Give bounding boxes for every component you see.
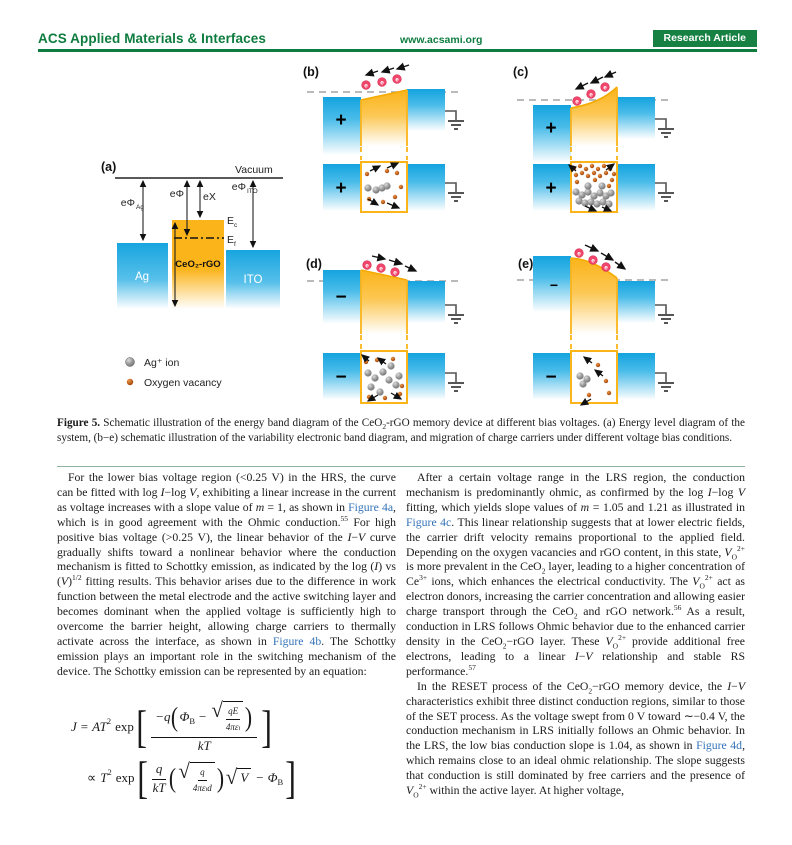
eq1-rad-num: qE [226,704,240,720]
eq2-right-paren: ) [216,763,224,793]
eq1-exponent: 2 [106,715,112,726]
eq2-exponent: 2 [107,767,112,778]
electron-motion-arrows [366,65,409,75]
eq1-denominator: kT [197,737,211,753]
electron-label: e [577,250,581,258]
electrode-block [407,281,445,323]
eq1-radical [211,697,243,735]
ground-symbol [655,305,674,323]
electrode-block [617,164,655,211]
bias-polarity-sign: + [335,178,347,199]
bias-polarity-sign: − [549,277,559,293]
body-column-left [57,471,397,804]
eq1-lhs: J [71,718,77,734]
electron-label: e [380,79,384,87]
schottky-emission-equation [57,697,396,754]
legend-oxygen-vacancy-label: Oxygen vacancy [144,377,222,389]
eq2-prop: ∝ [87,770,97,786]
eq2-phi-sub: B [277,777,284,788]
eq1-minus-q: −q [155,709,171,725]
electrode-block [407,353,445,400]
oxide-band-region [571,258,617,334]
radical-sign: √ [178,758,190,783]
paragraph: After a certain voltage range in the LRS region, the conduction mechanism is predominantly ohmic, as confirmed by the log I−log V fitting, which yields slope values of m = 1.05 and 1.21 as illustrated in Figure 4c. This linear relationship suggests that at lower electric fields, the carrier drift velocity remains proportional to the applied field. Depending on the oxygen vacancies and rGO content, in this state, $V_O^{2+}$ is more prevalent in the CeO$_2$ layer, leading to a higher concentration of $Ce^{3+}$ ions, which enhances the electrical conductivity. The $V_O^{2+}$ act as electron donors, increasing the carrier concentration and allowing easier charge transport through the CeO$_2$ and rGO network.$^{56}$ As a result, conduction in LRS follows Ohmic behavior due to the enhanced carrier density in the CeO$_2$−rGO layer. These $V_O^{2+}$ provide additional free electrons, leading to a linear I−V relationship and stable RS performance.$^{57}$ [406,471,746,678]
figure-legend [126,357,223,389]
electron-label: e [591,257,595,265]
electrode-block [407,164,445,211]
radical-sign: √ [211,697,223,722]
electrode-block [617,353,655,400]
eq2-minus: − [256,770,264,786]
panel-b-positive-bias [303,65,464,212]
electron-label: e [575,98,579,106]
paragraph: In the RESET process of the CeO$_2$−rGO memory device, the I−V characteristics exhibit three distinct conduction regions, similar to those of the SET process. As the voltage swept from 0 V toward ∼−0.4 V, the conduction mechanism in LRS initially follows an Ohmic behavior. In the LRS, the low bias conduction slope is 1.04, as shown in Figure 4d, which remains close to an ideal ohmic relationship. The slope suggests that conduction is still dominated by free carriers and the presence of $V_O^{2+}$ within the active layer. At higher voltage, [406,679,745,800]
eq2-v: V [237,768,251,786]
eq2-radical [178,758,214,796]
page-header [38,30,757,49]
bias-polarity-sign: + [335,110,347,131]
radical-sign: √ [225,765,238,790]
eq2-fraction [152,762,167,796]
e-phi-ag-label: eΦ [120,197,135,209]
electron-label: e [603,84,607,92]
ground-symbol [445,305,464,323]
legend-ag-ion-icon [126,358,135,367]
eq1-phi-sub: B [189,716,196,727]
ec-sub: c [234,222,238,229]
ground-symbol [655,119,674,137]
eq2-phi: Φ [267,770,278,786]
eq1-rel: = [80,718,89,734]
figure-caption: Figure 5. Schematic illustration of the energy band diagram of the CeO$_2$-rGO memory device at different bias voltages. (a) Energy level diagram of the system, (b−e) schematic illustration of the variability electronic band diagram, and migration of charge carriers under different voltage bias conditions. [57,417,745,445]
schottky-emission-equation-continued [57,752,396,804]
article-type-badge: Research Article [653,30,758,47]
caption-divider-rule [57,466,745,467]
eq2-coef: T [100,770,108,786]
figure-5-illustration [57,56,745,414]
eq1-left-bracket: [ [136,700,147,752]
bias-polarity-sign: + [545,118,557,139]
bias-polarity-sign: − [335,367,347,388]
panel-c-set-state [513,65,674,212]
eq2-f-den: kT [152,779,166,795]
eq1-exp: exp [115,718,134,734]
ag-label: Ag [134,271,150,283]
electron-motion-arrows [576,72,616,92]
eq2-sqrt-v [225,765,251,790]
e-phi-label: eΦ [169,188,184,200]
bias-polarity-sign: − [545,367,557,388]
bias-polarity-sign: + [545,178,557,199]
legend-oxygen-vacancy-icon [127,379,133,385]
eq2-left-paren: ( [169,763,177,793]
header-rule [38,49,757,52]
e-x-label: eX [203,191,216,203]
paragraph: For the lower bias voltage region (<0.25 V) in the HRS, the curve can be fitted with log I−log V, exhibiting a linear increase in the current as voltage increases with a slope value of m = 1, as shown in Figure 4a, which is in good agreement with the Ohmic conduction.$^{55}$ For high positive bias voltage (>0.25 V), the linear behavior of the I−V curve gradually shifts toward a nonlinear behavior where the conduction mechanism is fitted to Schottky emission, as indicated by the log (I) vs $(V)^{1/2}$ fitting results. This behavior arises due to the difference in work function between the metal electrode and the active switching layer and becomes dominant when the applied voltage is sufficiently high to overcome the barrier height, allowing charge carriers to thermally activate across the interface, as shown in Figure 4b. The Schottky emission plays an important role in the switching mechanism of the device. The Schottky emission can be represented by an equation: [57,471,397,678]
electrode-block [407,89,445,131]
panel-a-label: (a) [101,160,117,174]
panel-b-label: (b) [303,65,319,79]
ec-label: E [227,215,235,227]
electrode-block [617,97,655,139]
eq1-fraction [151,697,257,754]
eq2-f-num: q [152,762,167,780]
eq1-left-paren: ( [171,701,179,732]
eq1-phi: Φ [179,709,190,725]
ito-label: ITO [243,274,263,286]
ground-symbol [655,183,674,201]
eq2-rad-num: q [198,765,207,781]
eq2-rad-den: 4πε [192,782,206,793]
ground-symbol [655,373,674,391]
e-phi-ito-label: eΦ [231,181,246,193]
electrode-block [617,281,655,323]
electron-label: e [379,265,383,273]
journal-website-link[interactable]: www.acsami.org [400,34,483,46]
vacuum-label: Vacuum [235,164,273,176]
electron-label: e [364,82,368,90]
ground-symbol [445,373,464,391]
ef-sub: f [234,241,236,248]
electron-label: e [365,262,369,270]
eq2-rad-den-sub: i [205,785,208,793]
eq1-right-paren: ) [245,701,253,732]
eq2-exp: exp [115,770,135,786]
panel-e-reset-state [517,245,674,405]
electron-label: e [589,91,593,99]
ground-symbol [445,183,464,201]
electron-label: e [395,76,399,84]
body-column-right [406,471,745,799]
legend-ag-ion-label: Ag⁺ ion [144,357,180,369]
electron-label: e [604,264,608,272]
ef-label: E [227,234,235,246]
eq1-coef: AT [92,718,107,734]
electron-label: e [393,269,397,277]
ceo2-rgo-label: CeO₂-rGO [175,259,221,270]
panel-a-energy-diagram [101,160,283,389]
panel-e-label: (e) [518,257,534,271]
panel-d-label: (d) [306,257,322,271]
panel-c-label: (c) [513,65,529,79]
e-phi-ito-sub: ITO [247,188,258,195]
eq2-left-bracket: [ [136,752,148,804]
journal-title[interactable]: ACS Applied Materials & Interfaces [38,31,266,46]
oxide-band-region [361,270,407,334]
bias-polarity-sign: − [335,287,347,308]
eq1-rad-den: 4πε [225,721,239,732]
eq1-minus: − [199,709,207,725]
e-phi-ag-sub: Ag [136,204,144,211]
eq1-rad-den-sub: i [238,724,241,732]
eq2-rad-den2: d [207,782,212,793]
panel-d-negative-bias [306,256,464,403]
eq1-right-bracket: ] [261,700,273,752]
eq2-right-bracket: ] [285,752,297,804]
ground-symbol [445,111,464,129]
electrons [362,75,402,90]
